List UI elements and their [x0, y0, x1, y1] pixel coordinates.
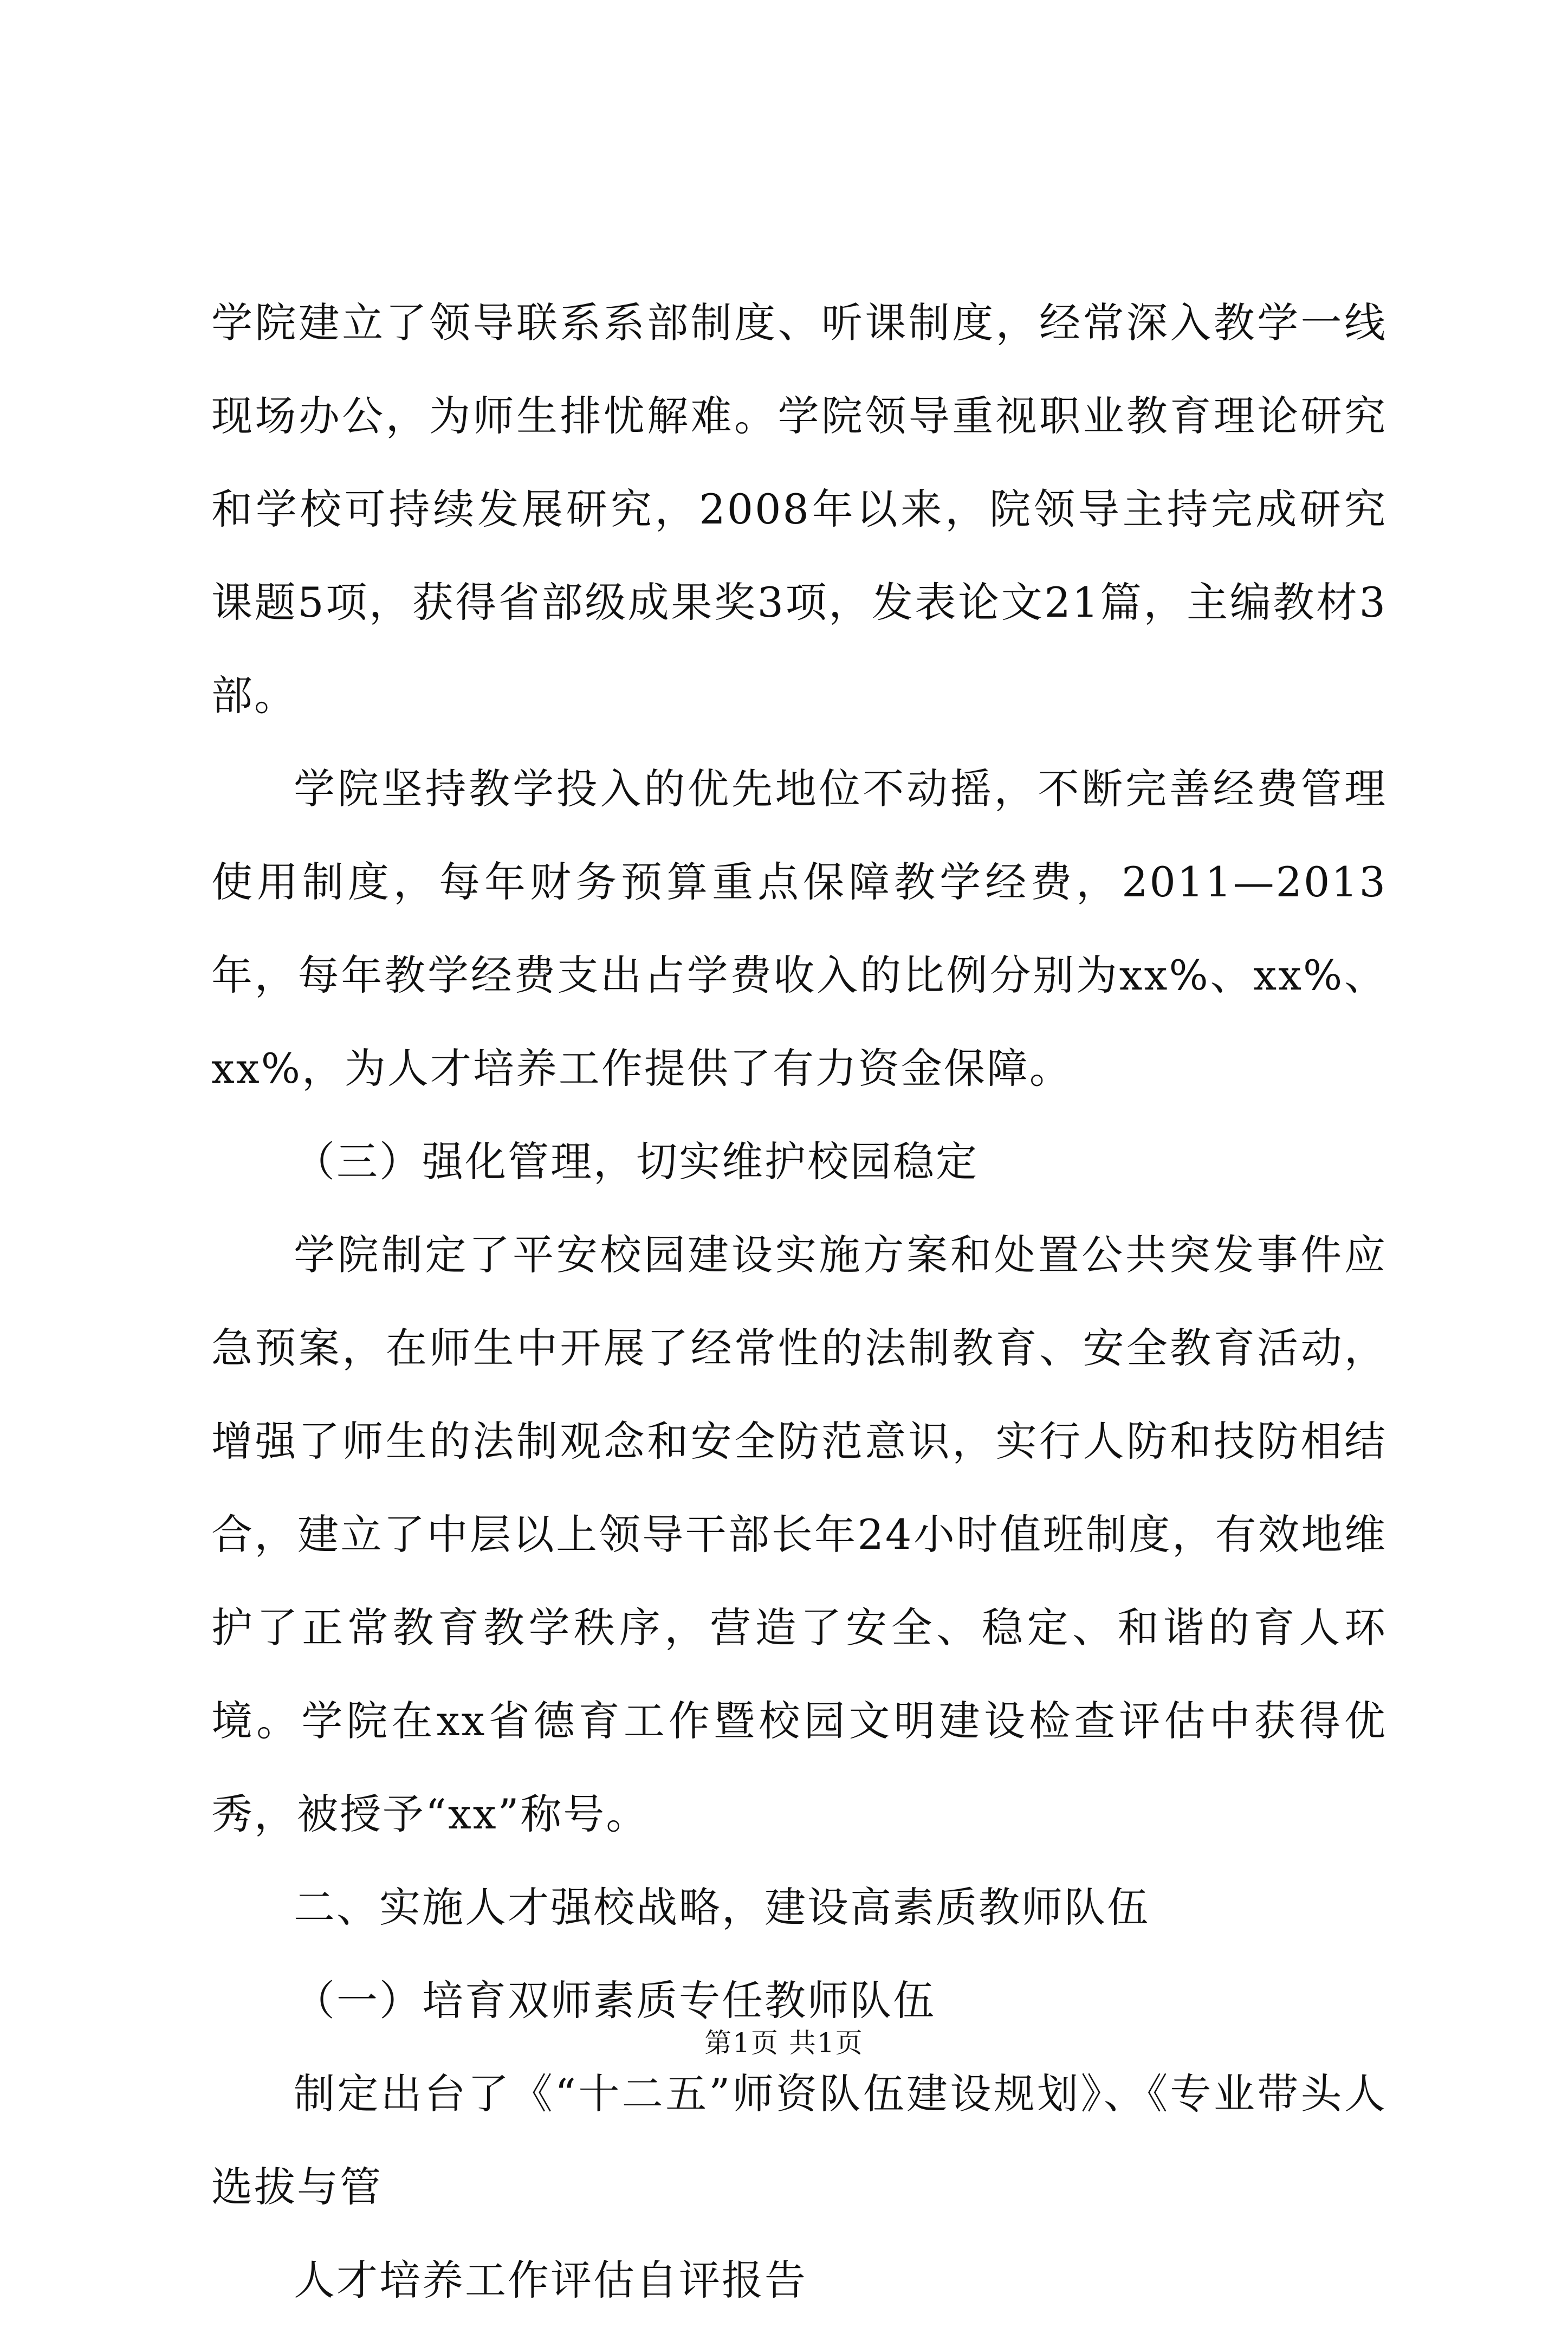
section-heading-management: （三）强化管理，切实维护校园稳定 [294, 1137, 979, 1186]
paragraph-funding: 学院坚持教学投入的优先地位不动摇，不断完善经费管理使用制度，每年财务预算重点保障教学经费，2011—2013年，每年教学经费支出占学费收入的比例分别为xx%、xx%、xx%，为人才培养工作提供了有力资金保障。 [211, 765, 1387, 1093]
section-heading-talent-strategy: 二、实施人才强校战略，建设高素质教师队伍 [294, 1883, 1150, 1931]
page-number-footer: 第1页 共1页 [704, 2027, 864, 2059]
paragraph-teacher-plan: 制定出台了《“十二五”师资队伍建设规划》、《专业带头人选拔与管 [211, 2070, 1387, 2211]
document-title-line: 人才培养工作评估自评报告 [294, 2256, 807, 2304]
document-body [211, 276, 1387, 2327]
section-heading-dual-teachers: （一）培育双师素质专任教师队伍 [294, 1976, 936, 2025]
paragraph-campus-safety: 学院制定了平安校园建设实施方案和处置公共突发事件应急预案，在师生中开展了经常性的法制教育、安全教育活动，增强了师生的法制观念和安全防范意识，实行人防和技防相结合，建立了中层以上领导干部长年24小时值班制度，有效地维护了正常教育教学秩序，营造了安全、稳定、和谐的育人环境。学院在xx省德育工作暨校园文明建设检查评估中获得优秀，被授予“xx”称号。 [211, 1231, 1387, 1838]
paragraph-leadership: 学院建立了领导联系系部制度、听课制度，经常深入教学一线现场办公，为师生排忧解难。学院领导重视职业教育理论研究和学校可持续发展研究，2008年以来，院领导主持完成研究课题5项，获得省部级成果奖3项，发表论文21篇，主编教材3部。 [211, 299, 1387, 720]
